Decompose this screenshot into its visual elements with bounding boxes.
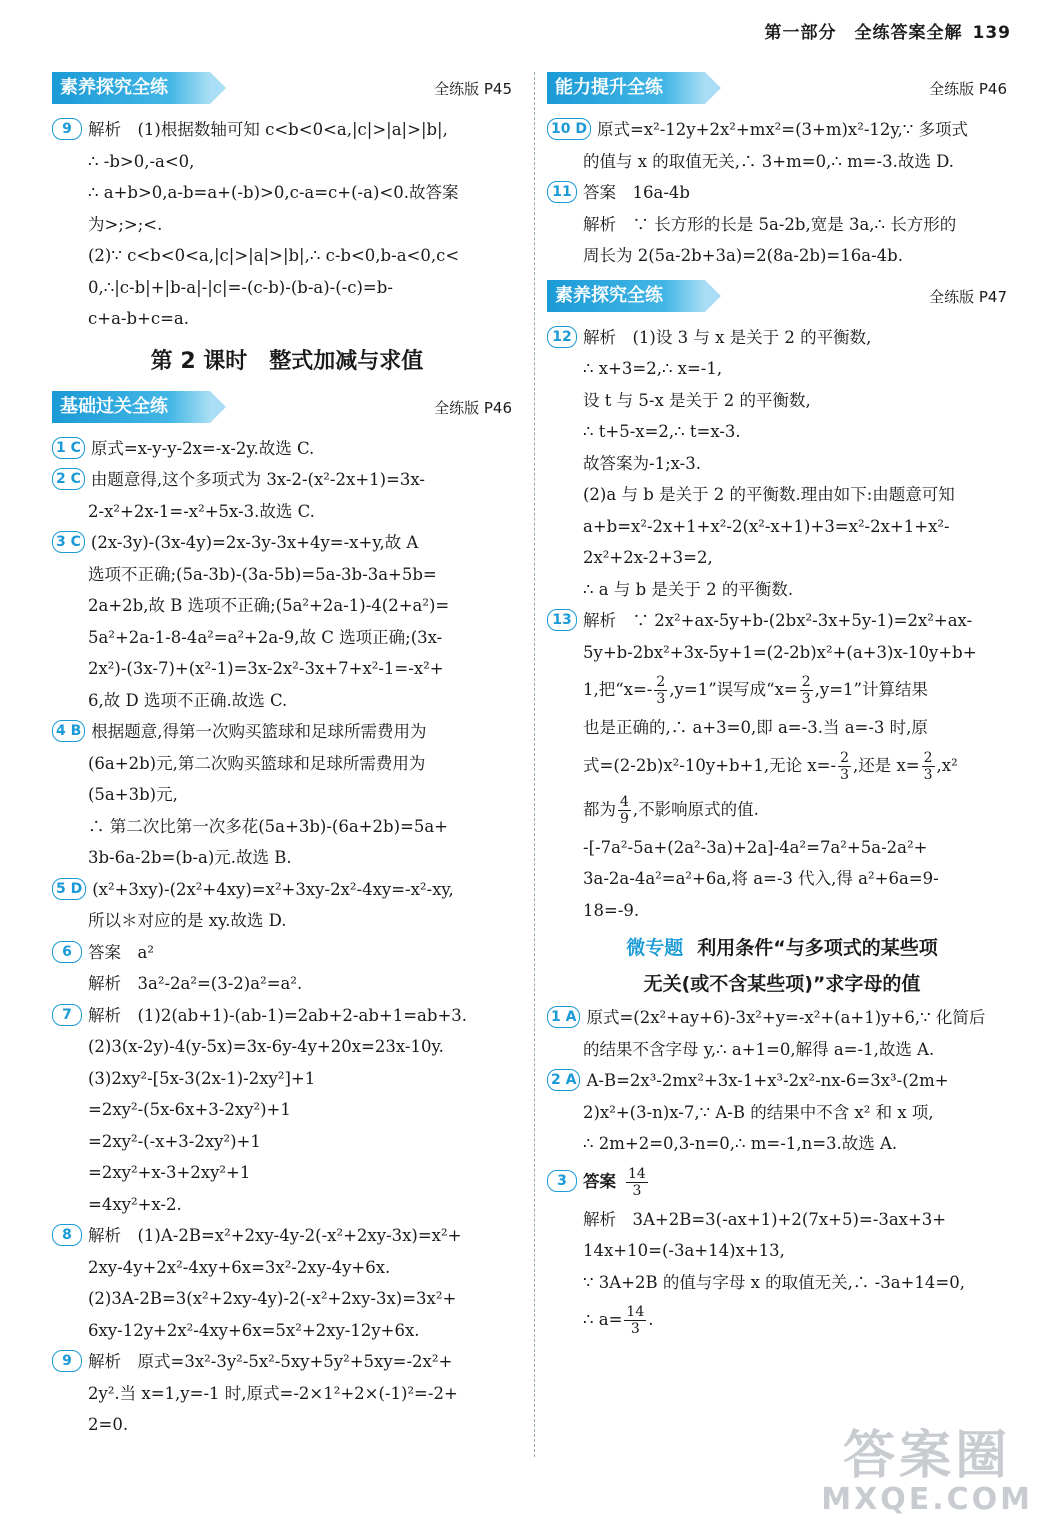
watermark <box>821 1428 1033 1516</box>
answer-line: ∴ a+b>0,a-b=a+(-b)>0,c-a=c+(-a)<0.故答案 <box>88 183 459 202</box>
special-question-3 <box>547 1160 1017 1343</box>
answer-line: 故答案为-1;x-3. <box>583 453 701 473</box>
answer-line: 6,故 D 选项不正确.故选 C. <box>88 690 288 710</box>
numerator: 14 <box>626 1304 645 1320</box>
answer-line: 为>;>;<. <box>88 214 163 234</box>
question-9 <box>52 114 522 335</box>
question-number: 12 <box>547 326 577 348</box>
question-4 <box>52 716 522 874</box>
answer-line: 根据题意,得第一次购买篮球和足球所需费用为 <box>91 722 427 741</box>
answer-line: 2-x²+2x-1=-x²+5x-3.故选 C. <box>88 501 315 521</box>
numerator: 14 <box>628 1165 646 1182</box>
answer-line: ∴ x+3=2,∴ x=-1, <box>583 359 723 378</box>
banner-ref: 全练版 P46 <box>929 80 1007 98</box>
banner-tab: 能力提升全练 <box>547 72 705 104</box>
answer-line: 选项不正确;(5a-3b)-(3a-5b)=5a-3b-3a+5b= <box>88 564 437 584</box>
question-5 <box>52 874 522 937</box>
answer-line: 解析 ∵ 2x²+ax-5y+b-(2bx²-3x+5y-1)=2x²+ax- <box>583 611 973 630</box>
denominator: 3 <box>840 766 849 783</box>
answer-line: 2a+2b,故 B 选项不正确;(5a²+2a-1)-4(2+a²)= <box>88 596 450 615</box>
answer-line: 由题意得,这个多项式为 3x-2-(x²-2x+1)=3x- <box>90 470 425 489</box>
question-number: 1 C <box>52 437 85 459</box>
answer-line: =2xy²-(5x-6x+3-2xy²)+1 <box>88 1100 291 1119</box>
answer-line: 的结果不含字母 y,∴ a+1=0,解得 a=-1,故选 A. <box>583 1039 935 1059</box>
watermark-logo: 答案圈 <box>843 1426 1012 1486</box>
section-banner <box>547 72 1017 104</box>
special-question-1 <box>547 1002 1017 1065</box>
answer-line: 2y².当 x=1,y=-1 时,原式=-2×1²+2×(-1)²=-2+ <box>88 1383 458 1403</box>
watermark-url: MXQE.COM <box>821 1482 1033 1517</box>
answer-line: 18=-9. <box>583 900 640 920</box>
answer-line: ∵ 3A+2B 的值与字母 x 的取值无关,∴ -3a+14=0, <box>583 1272 965 1292</box>
question-number: 2 C <box>52 468 85 490</box>
answer-line <box>547 744 1017 788</box>
denominator: 3 <box>656 691 666 707</box>
text-run: 都为 <box>583 799 616 819</box>
answer-line: =2xy²-(-x+3-2xy²)+1 <box>88 1131 261 1151</box>
section-banner <box>547 280 1017 312</box>
answer-line: ∴ -b>0,-a<0, <box>88 151 195 171</box>
answer-line: 2x²+2x-2+3=2, <box>583 548 713 567</box>
answer-label: 答案 <box>583 1171 616 1191</box>
special-title-line: 利用条件“与多项式的某些项 <box>697 937 938 959</box>
special-tag: 微专题 <box>626 937 684 959</box>
text-run: ,x² <box>936 755 958 775</box>
answer-line: 答案 16a-4b <box>583 183 690 202</box>
answer-line: (2)∵ c<b<0<a,|c|>|a|>|b|,∴ c-b<0,b-a<0,c< <box>88 246 460 265</box>
fraction <box>624 1304 646 1337</box>
answer-line: 所以＊对应的是 xy.故选 D. <box>88 911 287 930</box>
answer-line: 3a-2a-4a²=a²+6a,将 a=-3 代入,得 a²+6a=9- <box>583 869 939 888</box>
answer-line: 解析 3A+2B=3(-ax+1)+2(7x+5)=-3ax+3+ <box>583 1209 947 1229</box>
banner-tab: 素养探究全练 <box>52 72 210 104</box>
answer-line: (2)3A-2B=3(x²+2xy-4y)-2(-x²+2xy-3x)=3x²+ <box>88 1289 457 1308</box>
answer-line: 2=0. <box>88 1415 129 1434</box>
answer-line: 解析 (1)2(ab+1)-(ab-1)=2ab+2-ab+1=ab+3. <box>88 1005 468 1025</box>
question-10 <box>547 114 1017 177</box>
answer-line: 设 t 与 5-x 是关于 2 的平衡数, <box>583 390 811 410</box>
special-question-2 <box>547 1065 1017 1160</box>
question-7 <box>52 1000 522 1221</box>
question-number: 9 <box>52 118 82 140</box>
answer-line: 解析 (1)A-2B=x²+2xy-4y-2(-x²+2xy-3x)=x²+ <box>88 1226 462 1245</box>
question-3 <box>52 527 522 716</box>
banner-ref: 全练版 P47 <box>929 287 1007 306</box>
answer-line: (2)3(x-2y)-4(y-5x)=3x-6y-4y+20x=23x-10y. <box>88 1037 444 1056</box>
banner-tab: 基础过关全练 <box>52 391 210 423</box>
fraction <box>618 794 631 827</box>
denominator: 3 <box>923 766 933 783</box>
fraction <box>626 1166 648 1199</box>
question-number: 8 <box>52 1224 82 1246</box>
section-banner <box>52 72 522 104</box>
question-number: 5 D <box>52 878 86 900</box>
answer-line: =4xy²+x-2. <box>88 1194 182 1214</box>
answer-line: 2)x²+(3-n)x-7,∵ A-B 的结果中不含 x² 和 x 项, <box>583 1102 934 1122</box>
answer-line: 解析 ∵ 长方形的长是 5a-2b,宽是 3a,∴ 长方形的 <box>583 214 957 234</box>
question-number: 7 <box>52 1004 82 1026</box>
text-run: ,还是 x= <box>852 755 920 775</box>
answer-line: 5a²+2a-1-8-4a²=a²+2a-9,故 C 选项正确;(3x- <box>88 627 443 647</box>
lesson-title: 第 2 课时 整式加减与求值 <box>150 348 424 374</box>
page-number: 139 <box>972 23 1011 43</box>
question-9b <box>52 1346 522 1441</box>
denominator: 3 <box>630 1321 640 1337</box>
denominator: 3 <box>801 691 811 707</box>
answer-line: 解析 (1)根据数轴可知 c<b<0<a,|c|>|a|>|b|, <box>88 120 448 139</box>
answer-line: ∴ a 与 b 是关于 2 的平衡数. <box>583 579 794 599</box>
fraction <box>838 750 851 783</box>
answer-line: 14x+10=(-3a+14)x+13, <box>583 1241 785 1260</box>
answer-line: 答案 a² <box>88 942 154 962</box>
question-number: 3 C <box>52 531 85 553</box>
question-13 <box>547 605 1017 926</box>
answer-line: 2x²)-(3x-7)+(x²-1)=3x-2x²-3x+7+x²-1=-x²+ <box>88 659 444 678</box>
question-number: 11 <box>547 181 577 203</box>
section-banner <box>52 391 522 423</box>
numerator: 2 <box>801 674 811 690</box>
special-title-line: 无关(或不含某些项)”求字母的值 <box>643 973 921 995</box>
question-1 <box>52 433 522 465</box>
right-column <box>547 72 1017 1342</box>
header-title: 第一部分 全练答案全解 <box>764 23 963 43</box>
question-number: 9 <box>52 1350 82 1372</box>
answer-line: (5a+3b)元, <box>88 785 178 804</box>
answer-line <box>547 788 1017 832</box>
answer-line: 5y+b-2bx²+3x-5y+1=(2-2b)x²+(a+3)x-10y+b+ <box>583 642 977 662</box>
page-header <box>765 18 1012 43</box>
answer-line: a+b=x²-2x+1+x²-2(x²-x+1)+3=x²-2x+1+x²- <box>583 516 950 536</box>
fraction <box>654 674 667 707</box>
answer-line: (2x-3y)-(3x-4y)=2x-3y-3x+4y=-x+y,故 A <box>90 533 419 552</box>
question-11 <box>547 177 1017 272</box>
numerator: 4 <box>620 793 629 810</box>
answer-line: c+a-b+c=a. <box>88 309 190 328</box>
answer-line: 解析 3a²-2a²=(3-2)a²=a². <box>88 974 303 993</box>
question-number: 10 D <box>547 118 591 140</box>
numerator: 2 <box>840 749 849 766</box>
question-number: 3 <box>547 1170 577 1192</box>
text-run: ∴ a= <box>583 1310 623 1329</box>
question-6 <box>52 937 522 1000</box>
answer-line: 原式=(2x²+ay+6)-3x²+y=-x²+(a+1)y+6,∵ 化简后 <box>586 1008 986 1027</box>
question-number: 1 A <box>547 1006 580 1028</box>
text-run: ,y=1”计算结果 <box>814 680 928 699</box>
banner-ref: 全练版 P46 <box>434 398 512 417</box>
answer-line: A-B=2x³-2mx²+3x-1+x³-2x²-nx-6=3x³-(2m+ <box>586 1071 949 1090</box>
answer-line: 6xy-12y+2x²-4xy+6x=5x²+2xy-12y+6x. <box>88 1320 420 1340</box>
text-run: ,不影响原式的值. <box>632 799 759 819</box>
answer-line: (6a+2b)元,第二次购买篮球和足球所需费用为 <box>88 753 426 773</box>
numerator: 2 <box>656 674 666 690</box>
question-2 <box>52 464 522 527</box>
banner-ref: 全练版 P45 <box>434 80 512 98</box>
answer-line: 的值与 x 的取值无关,∴ 3+m=0,∴ m=-3.故选 D. <box>583 151 954 171</box>
answer-line: 3b-6a-2b=(b-a)元.故选 B. <box>88 848 292 867</box>
question-number: 2 A <box>547 1069 580 1091</box>
answer-line: ∴ 2m+2=0,3-n=0,∴ m=-1,n=3.故选 A. <box>583 1134 898 1153</box>
special-topic-title <box>547 930 1017 1002</box>
question-8 <box>52 1220 522 1346</box>
text-run: . <box>648 1310 654 1329</box>
text-run: 式=(2-2b)x²-10y+b+1,无论 x=- <box>583 755 837 775</box>
answer-line: 2xy-4y+2x²-4xy+6x=3x²-2xy-4y+6x. <box>88 1257 391 1277</box>
fraction <box>922 750 935 783</box>
question-number: 6 <box>52 941 82 963</box>
question-number: 4 B <box>52 720 85 742</box>
answer-line: (3)2xy²-[5x-3(2x-1)-2xy²]+1 <box>88 1068 316 1088</box>
answer-line <box>547 1298 1017 1342</box>
question-number: 13 <box>547 609 577 631</box>
numerator: 2 <box>923 749 933 766</box>
answer-line: ∴ t+5-x=2,∴ t=x-3. <box>583 422 741 441</box>
column-divider <box>534 72 535 1457</box>
text-run: ,y=1”误写成“x= <box>669 680 798 699</box>
denominator: 3 <box>632 1182 642 1199</box>
answer-line: 原式=x-y-y-2x=-x-2y.故选 C. <box>90 438 315 458</box>
question-12 <box>547 322 1017 606</box>
answer-line: -[-7a²-5a+(2a²-3a)+2a]-4a²=7a²+5a-2a²+ <box>583 837 928 857</box>
left-column <box>52 72 522 1441</box>
denominator: 9 <box>620 810 629 827</box>
answer-line: ∴ 第二次比第一次多花(5a+3b)-(6a+2b)=5a+ <box>88 816 448 836</box>
answer-line <box>547 668 1017 712</box>
text-run: 1,把“x=- <box>583 680 653 699</box>
answer-line: 原式=x²-12y+2x²+mx²=(3+m)x²-12y,∵ 多项式 <box>596 120 969 139</box>
answer-line: (x²+3xy)-(2x²+4xy)=x²+3xy-2x²-4xy=-x²-xy, <box>92 879 454 899</box>
answer-line: 0,∴|c-b|+|b-a|-|c|=-(c-b)-(b-a)-(-c)=b- <box>88 277 393 297</box>
answer-line: 解析 原式=3x²-3y²-5x²-5xy+5y²+5xy=-2x²+ <box>88 1352 453 1371</box>
answer-line: 周长为 2(5a-2b+3a)=2(8a-2b)=16a-4b. <box>583 246 903 265</box>
banner-tab: 素养探究全练 <box>547 280 705 312</box>
answer-line: 解析 (1)设 3 与 x 是关于 2 的平衡数, <box>583 327 872 347</box>
answer-line: =2xy²+x-3+2xy²+1 <box>88 1163 251 1182</box>
answer-line: 也是正确的,∴ a+3=0,即 a=-3.当 a=-3 时,原 <box>583 718 928 737</box>
fraction <box>800 674 813 707</box>
answer-line: (2)a 与 b 是关于 2 的平衡数.理由如下:由题意可知 <box>583 485 955 504</box>
